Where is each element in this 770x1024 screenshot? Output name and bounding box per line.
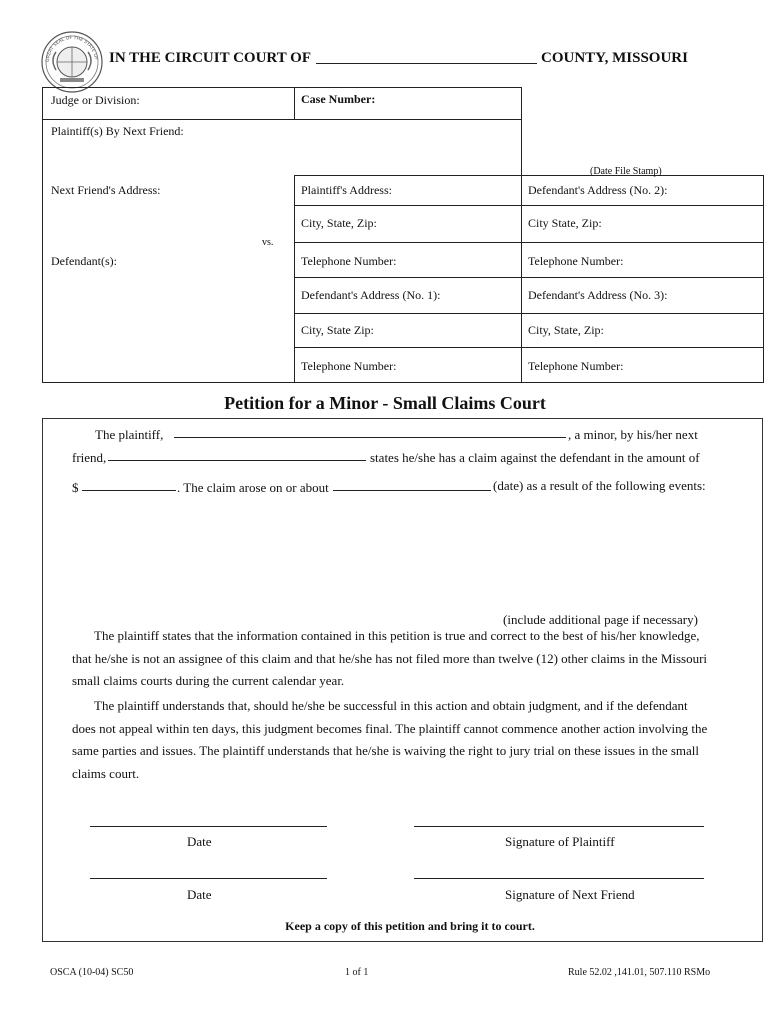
next-friend-signature-label: Signature of Next Friend <box>505 887 635 902</box>
keep-copy-notice: Keep a copy of this petition and bring it to court. <box>285 919 535 933</box>
city-state-zip-label-2: City State, Zip: <box>528 216 602 230</box>
versus-label: vs. <box>262 237 274 248</box>
plaintiffs-label: Plaintiff(s) By Next Friend: <box>51 124 184 138</box>
state-seal <box>40 30 104 94</box>
telephone-label-1: Telephone Number: <box>301 254 397 268</box>
svg-text:GREAT SEAL OF THE STATE OF MIS: GREAT SEAL OF THE STATE OF <box>45 35 98 63</box>
date-field-1[interactable] <box>90 826 327 827</box>
petition-title: Petition for a Minor - Small Claims Court <box>224 393 546 413</box>
plaintiff-address-label: Plaintiff's Address: <box>301 183 392 197</box>
telephone-label-4: Telephone Number: <box>528 359 624 373</box>
understanding-paragraph <box>72 695 712 785</box>
plaintiff-signature-label: Signature of Plaintiff <box>505 834 615 849</box>
dollar-sign: $ <box>72 480 79 495</box>
understanding-text: The plaintiff understands that, should he/she be successful in this action and obtain judgment, and if the defendant does not appeal within ten days, this judgment becomes final. The plaintiff cannot commence another action involving the same parties and issues. The plaintiff understands that he/she is waiving the right to jury trial on these issues in the small claims court. <box>72 698 708 781</box>
next-friend-signature-field[interactable] <box>414 878 704 879</box>
defendant-address-3-label: Defendant's Address (No. 3): <box>528 288 668 302</box>
events-description-area[interactable] <box>72 500 712 608</box>
judge-division-label: Judge or Division: <box>51 93 140 107</box>
defendant-address-2-label: Defendant's Address (No. 2): <box>528 183 668 197</box>
claim-arose-text: . The claim arose on or about <box>177 480 329 495</box>
plaintiff-name-field[interactable] <box>174 437 566 438</box>
city-state-zip-label-3: City, State Zip: <box>301 323 374 337</box>
form-id: OSCA (10-04) SC50 <box>50 967 134 978</box>
page-number: 1 of 1 <box>345 967 369 978</box>
next-friend-address-label: Next Friend's Address: <box>51 183 161 197</box>
states-claim-text: states he/she has a claim against the defendant in the amount of <box>370 450 700 465</box>
date-result-text: (date) as a result of the following events: <box>493 478 706 493</box>
seal-graphic <box>40 30 104 94</box>
city-state-zip-label-4: City, State, Zip: <box>528 323 604 337</box>
plaintiff-label: The plaintiff, <box>95 427 164 442</box>
friend-label: friend, <box>72 450 107 465</box>
defendant-address-1-label: Defendant's Address (No. 1): <box>301 288 441 302</box>
date-label-2: Date <box>187 887 212 902</box>
defendants-label: Defendant(s): <box>51 254 117 268</box>
telephone-label-3: Telephone Number: <box>301 359 397 373</box>
court-title-suffix: COUNTY, MISSOURI <box>541 50 688 66</box>
date-field-2[interactable] <box>90 878 327 879</box>
next-friend-name-field[interactable] <box>108 460 366 461</box>
court-title-prefix: IN THE CIRCUIT COURT OF <box>109 50 312 66</box>
truth-statement-paragraph <box>72 625 712 693</box>
truth-statement-text: The plaintiff states that the information contained in this petition is true and correct to the best of his/her knowledge, that he/she is not an assignee of this claim and that he/she has not filed more than twelve (12) other claims in the Missouri small claims courts during the current calendar year. <box>72 628 708 688</box>
city-state-zip-label-1: City, State, Zip: <box>301 216 377 230</box>
plaintiff-signature-field[interactable] <box>414 826 704 827</box>
county-name-field[interactable] <box>316 63 537 64</box>
claim-date-field[interactable] <box>333 490 491 491</box>
rule-reference: Rule 52.02 ,141.01, 507.110 RSMo <box>568 967 711 978</box>
minor-text: , a minor, by his/her next <box>568 427 698 442</box>
additional-page-note: (include additional page if necessary) <box>503 612 698 627</box>
date-file-stamp-label: (Date File Stamp) <box>590 166 662 177</box>
claim-amount-field[interactable] <box>82 490 176 491</box>
date-label-1: Date <box>187 834 212 849</box>
telephone-label-2: Telephone Number: <box>528 254 624 268</box>
case-number-label: Case Number: <box>301 92 376 106</box>
